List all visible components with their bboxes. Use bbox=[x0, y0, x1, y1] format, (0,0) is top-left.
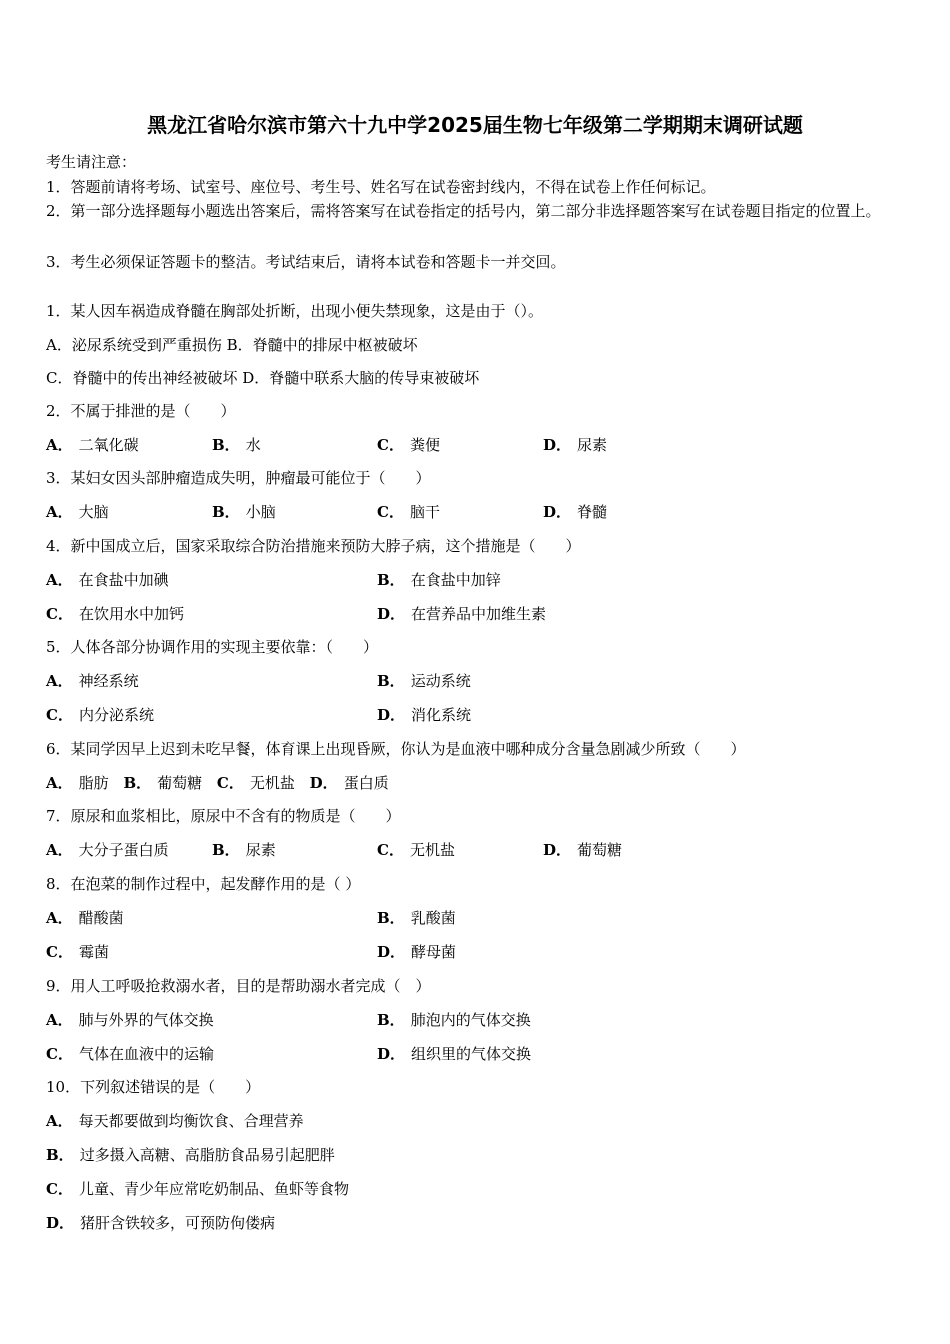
question-8-option-a: A． 醋酸菌 bbox=[46, 909, 124, 927]
notice-heading: 考生请注意： bbox=[46, 153, 137, 171]
question-4-option-c: C． 在饮用水中加钙 bbox=[46, 605, 184, 623]
question-6-stem: 6．某同学因早上迟到未吃早餐，体育课上出现昏厥，你认为是血液中哪种成分含量急剧减少所致（ ） bbox=[46, 740, 746, 758]
question-6-option-d: D． 蛋白质 bbox=[309, 774, 389, 792]
question-4-stem: 4．新中国成立后，国家采取综合防治措施来预防大脖子病，这个措施是（ ） bbox=[46, 537, 581, 555]
question-3-stem: 3．某妇女因头部肿瘤造成失明，肿瘤最可能位于（ ） bbox=[46, 469, 431, 487]
question-9-option-a: A． 肺与外界的气体交换 bbox=[46, 1011, 214, 1029]
question-5-stem: 5．人体各部分协调作用的实现主要依靠：（ ） bbox=[46, 638, 379, 656]
question-7-option-a: A． 大分子蛋白质 bbox=[46, 841, 169, 859]
notice-item-1: 1．答题前请将考场、试室号、座位号、考生号、姓名写在试卷密封线内，不得在试卷上作任何标记。 bbox=[46, 178, 716, 196]
question-7-option-c: C． 无机盐 bbox=[377, 841, 455, 859]
question-8-stem: 8．在泡菜的制作过程中，起发酵作用的是（ ） bbox=[46, 875, 361, 893]
question-9-option-c: C． 气体在血液中的运输 bbox=[46, 1045, 214, 1063]
question-6-option-b: B． 葡萄糖 bbox=[123, 774, 203, 792]
question-3-option-a: A． 大脑 bbox=[46, 503, 109, 521]
question-1-options-line-2: C．脊髓中的传出神经被破坏 D．脊髓中联系大脑的传导束被破坏 bbox=[46, 369, 480, 387]
question-6-option-c: C． 无机盐 bbox=[216, 774, 295, 792]
question-6-options bbox=[46, 773, 399, 793]
question-2-option-a: A． 二氧化碳 bbox=[46, 436, 139, 454]
exam-title: 黑龙江省哈尔滨市第六十九中学2025届生物七年级第二学期期末调研试题 bbox=[147, 113, 803, 137]
question-3-option-d: D． 脊髓 bbox=[543, 503, 608, 521]
question-2-stem: 2．不属于排泄的是（ ） bbox=[46, 402, 236, 420]
question-2-option-c: C． 粪便 bbox=[377, 436, 440, 454]
question-9-option-d: D． 组织里的气体交换 bbox=[377, 1045, 532, 1063]
question-10-option-a: A． 每天都要做到均衡饮食、合理营养 bbox=[46, 1112, 304, 1130]
question-3-option-c: C． 脑干 bbox=[377, 503, 440, 521]
question-5-option-c: C． 内分泌系统 bbox=[46, 706, 154, 724]
question-9-stem: 9．用人工呼吸抢救溺水者，目的是帮助溺水者完成（ ） bbox=[46, 977, 431, 995]
question-7-stem: 7．原尿和血浆相比，原尿中不含有的物质是（ ） bbox=[46, 807, 401, 825]
question-3-option-b: B． 小脑 bbox=[212, 503, 276, 521]
question-7-option-b: B． 尿素 bbox=[212, 841, 276, 859]
question-7-option-d: D． 葡萄糖 bbox=[543, 841, 623, 859]
question-8-option-c: C． 霉菌 bbox=[46, 943, 109, 961]
question-4-option-d: D． 在营养品中加维生素 bbox=[377, 605, 547, 623]
question-5-option-a: A． 神经系统 bbox=[46, 672, 139, 690]
question-6-option-a: A． 脂肪 bbox=[46, 774, 109, 792]
question-8-option-d: D． 酵母菌 bbox=[377, 943, 457, 961]
question-8-option-b: B． 乳酸菌 bbox=[377, 909, 456, 927]
question-2-option-d: D． 尿素 bbox=[543, 436, 608, 454]
question-4-option-a: A． 在食盐中加碘 bbox=[46, 571, 169, 589]
question-10-option-c: C． 儿童、青少年应常吃奶制品、鱼虾等食物 bbox=[46, 1180, 349, 1198]
question-5-option-b: B． 运动系统 bbox=[377, 672, 471, 690]
notice-item-2: 2．第一部分选择题每小题选出答案后，需将答案写在试卷指定的括号内，第二部分非选择题答案写在试卷题目指定的位置上。 bbox=[46, 202, 881, 220]
question-10-option-b: B． 过多摄入高糖、高脂肪食品易引起肥胖 bbox=[46, 1146, 335, 1164]
question-2-option-b: B． 水 bbox=[212, 436, 261, 454]
question-9-option-b: B． 肺泡内的气体交换 bbox=[377, 1011, 531, 1029]
question-4-option-b: B． 在食盐中加锌 bbox=[377, 571, 501, 589]
question-10-option-d: D． 猪肝含铁较多，可预防佝偻病 bbox=[46, 1214, 276, 1232]
question-1-stem: 1．某人因车祸造成脊髓在胸部处折断，出现小便失禁现象，这是由于（）。 bbox=[46, 302, 544, 320]
question-10-stem: 10．下列叙述错误的是（ ） bbox=[46, 1078, 261, 1096]
question-1-options-line-1: A．泌尿系统受到严重损伤 B．脊髓中的排尿中枢被破坏 bbox=[46, 336, 418, 354]
question-5-option-d: D． 消化系统 bbox=[377, 706, 472, 724]
notice-item-3: 3．考生必须保证答题卡的整洁。考试结束后，请将本试卷和答题卡一并交回。 bbox=[46, 253, 566, 271]
